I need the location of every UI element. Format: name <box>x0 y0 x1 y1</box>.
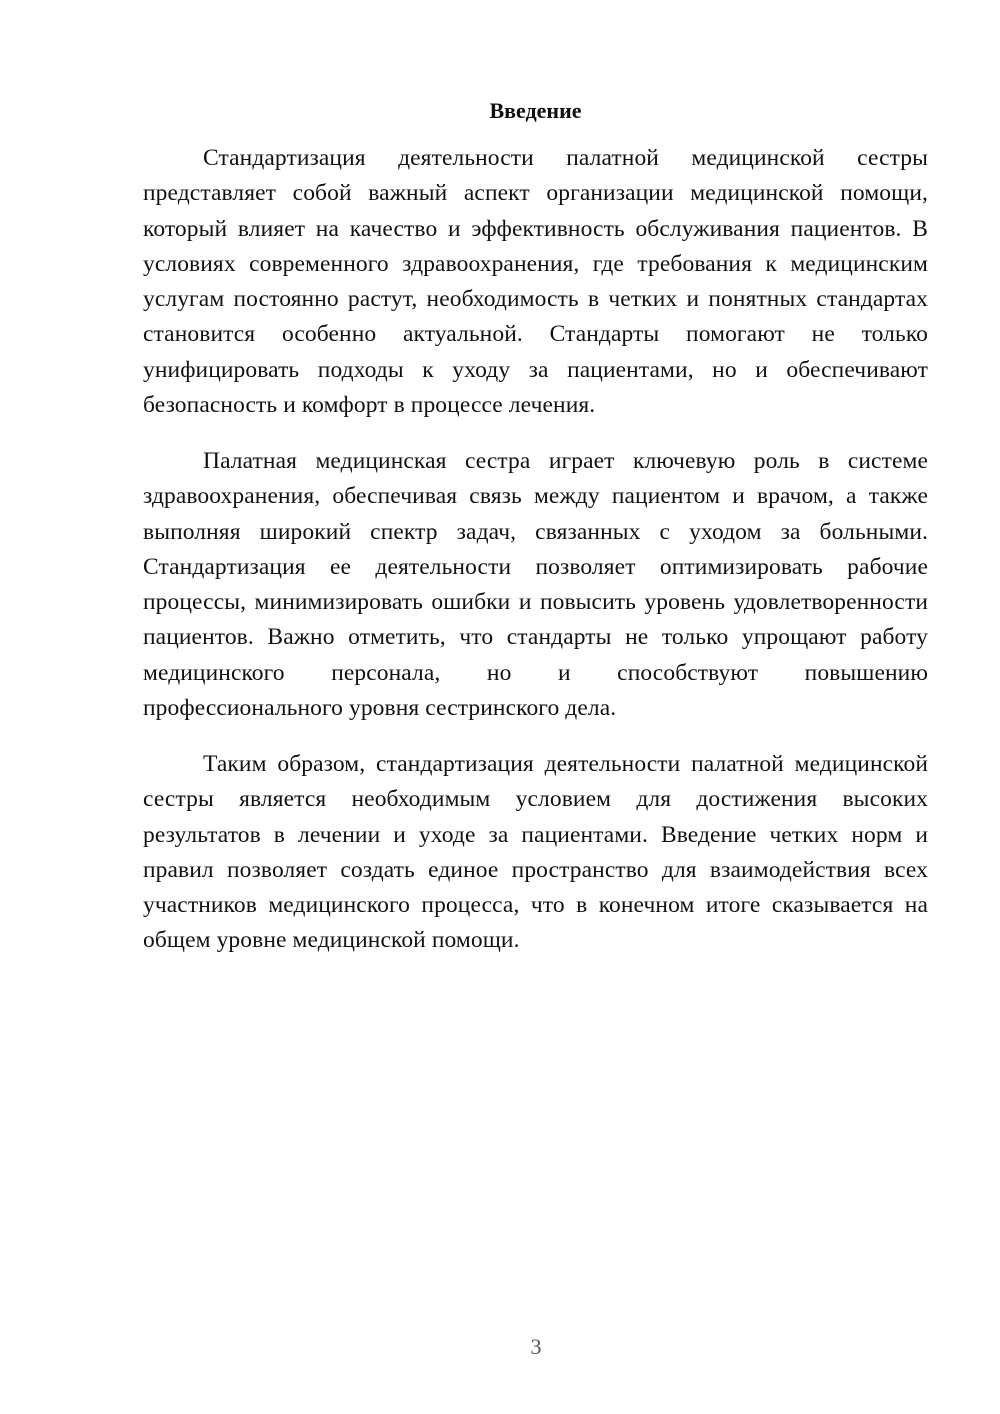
page-title: Введение <box>489 98 582 123</box>
page-number: 3 <box>530 1334 542 1359</box>
paragraph-3: Таким образом, стандартизация деятельности палатной медицинской сестры является необходимым условием для достижения высоких результатов в лечении и уходе за пациентами. Введение четких норм и правил позволяет создать единое пространство для взаимодействия всех участников медицинского процесса, что в конечном итоге сказывается на общем уровне медицинской помощи. <box>143 751 928 954</box>
paragraph-2: Палатная медицинская сестра играет ключевую роль в системе здравоохранения, обеспечивая связь между пациентом и врачом, а также выполняя широкий спектр задач, связанных с уходом за больными. Стандартизация ее деятельности позволяет оптимизировать рабочие процессы, минимизировать ошибки и повысить уровень удовлетворенности пациентов. Важно отметить, что стандарты не только упрощают работу медицинского персонала, но и способствуют повышению профессионального уровня сестринского дела. <box>143 448 928 722</box>
paragraph-1: Стандартизация деятельности палатной медицинской сестры представляет собой важный аспект организации медицинской помощи, который влияет на качество и эффективность обслуживания пациентов. В условиях современного здравоохранения, где требования к медицинским услугам постоянно растут, необходимость в четких и понятных стандартах становится особенно актуальной. Стандарты помогают не только унифицировать подходы к уходу за пациентами, но и обеспечивают безопасность и комфорт в процессе лечения. <box>143 145 928 419</box>
